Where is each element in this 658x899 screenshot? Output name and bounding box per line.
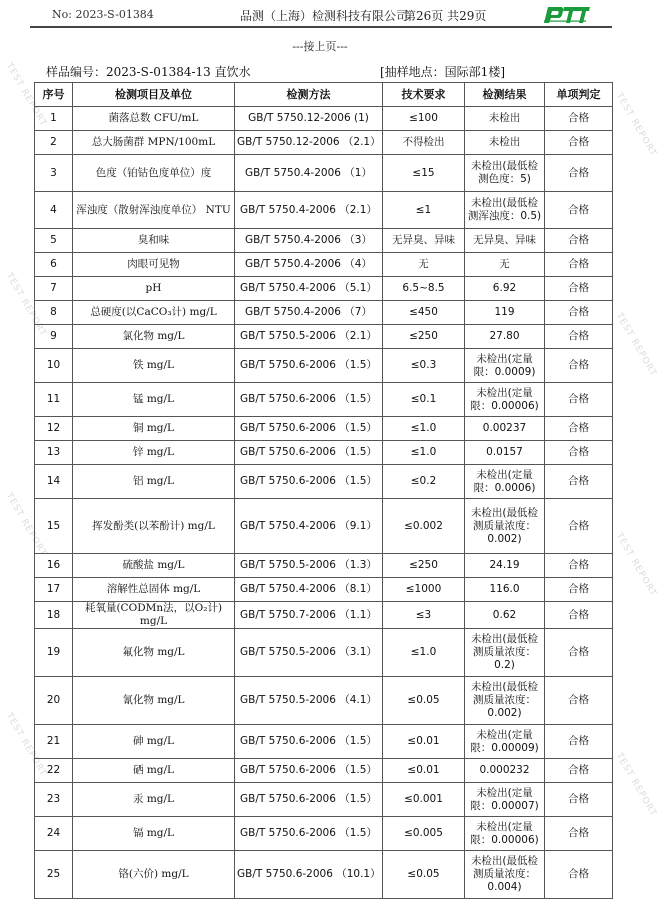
cell-requirement: ≤0.1 <box>383 383 465 417</box>
table-row <box>35 325 613 349</box>
cell-verdict: 合格 <box>545 465 613 499</box>
sampling-location: [抽样地点：国际部1楼] <box>380 65 505 79</box>
cell-verdict: 合格 <box>545 817 613 851</box>
table-row <box>35 759 613 783</box>
cell-result: 未检出(最低检测浑浊度：0.5) <box>465 192 545 229</box>
col-header-method: 检测方法 <box>235 83 383 107</box>
cell-no: 8 <box>35 301 73 325</box>
cell-requirement: ≤1.0 <box>383 629 465 677</box>
table-row <box>35 578 613 602</box>
cell-item: pH <box>73 277 235 301</box>
table-row <box>35 349 613 383</box>
cell-requirement: ≤0.05 <box>383 677 465 725</box>
cell-method: GB/T 5750.6-2006 （1.5） <box>235 783 383 817</box>
cell-no: 22 <box>35 759 73 783</box>
cell-method: GB/T 5750.6-2006 （1.5） <box>235 441 383 465</box>
cell-verdict: 合格 <box>545 602 613 629</box>
cell-verdict: 合格 <box>545 851 613 899</box>
cell-no: 4 <box>35 192 73 229</box>
cell-verdict: 合格 <box>545 301 613 325</box>
results-table <box>34 82 613 899</box>
cell-verdict: 合格 <box>545 441 613 465</box>
cell-result: 无 <box>465 253 545 277</box>
cell-item: 色度（铂钴色度单位）度 <box>73 155 235 192</box>
cell-item: 氯化物 mg/L <box>73 325 235 349</box>
table-row <box>35 301 613 325</box>
cell-no: 7 <box>35 277 73 301</box>
cell-item: 臭和味 <box>73 229 235 253</box>
cell-method: GB/T 5750.5-2006 （4.1） <box>235 677 383 725</box>
cell-method: GB/T 5750.4-2006 （8.1） <box>235 578 383 602</box>
cell-item: 肉眼可见物 <box>73 253 235 277</box>
cell-verdict: 合格 <box>545 759 613 783</box>
cell-requirement: 不得检出 <box>383 131 465 155</box>
cell-method: GB/T 5750.4-2006 （5.1） <box>235 277 383 301</box>
table-row <box>35 131 613 155</box>
cell-verdict: 合格 <box>545 383 613 417</box>
watermark-text: TEST REPORT <box>613 531 658 599</box>
cell-requirement: ≤100 <box>383 107 465 131</box>
cell-result: 未检出(定量限：0.00006) <box>465 383 545 417</box>
cell-method: GB/T 5750.6-2006 （1.5） <box>235 817 383 851</box>
table-row <box>35 602 613 629</box>
cell-verdict: 合格 <box>545 677 613 725</box>
cell-result: 未检出(最低检测质量浓度：0.002) <box>465 499 545 554</box>
col-header-no: 序号 <box>35 83 73 107</box>
cell-method: GB/T 5750.6-2006 （1.5） <box>235 349 383 383</box>
cell-no: 21 <box>35 725 73 759</box>
cell-item: 铁 mg/L <box>73 349 235 383</box>
cell-method: GB/T 5750.12-2006 (1) <box>235 107 383 131</box>
cell-no: 13 <box>35 441 73 465</box>
cell-no: 2 <box>35 131 73 155</box>
cell-no: 20 <box>35 677 73 725</box>
col-header-requirement: 技术要求 <box>383 83 465 107</box>
cell-item: 总大肠菌群 MPN/100mL <box>73 131 235 155</box>
cell-requirement: ≤0.01 <box>383 725 465 759</box>
cell-no: 14 <box>35 465 73 499</box>
cell-method: GB/T 5750.7-2006 （1.1） <box>235 602 383 629</box>
cell-requirement: ≤0.05 <box>383 851 465 899</box>
cell-no: 25 <box>35 851 73 899</box>
watermark-text: TEST REPORT <box>3 61 49 129</box>
cell-result: 未检出(最低检测质量浓度：0.2) <box>465 629 545 677</box>
cell-method: GB/T 5750.6-2006 （1.5） <box>235 465 383 499</box>
cell-result: 未检出(定量限：0.00009) <box>465 725 545 759</box>
cell-no: 24 <box>35 817 73 851</box>
cell-method: GB/T 5750.5-2006 （2.1） <box>235 325 383 349</box>
table-row <box>35 677 613 725</box>
cell-requirement: ≤15 <box>383 155 465 192</box>
cell-item: 砷 mg/L <box>73 725 235 759</box>
cell-requirement: ≤250 <box>383 325 465 349</box>
table-row <box>35 554 613 578</box>
cell-method: GB/T 5750.4-2006 （9.1） <box>235 499 383 554</box>
cell-result: 27.80 <box>465 325 545 349</box>
cell-result: 0.000232 <box>465 759 545 783</box>
table-row <box>35 155 613 192</box>
cell-item: 镉 mg/L <box>73 817 235 851</box>
col-header-result: 检测结果 <box>465 83 545 107</box>
cell-result: 24.19 <box>465 554 545 578</box>
table-row <box>35 441 613 465</box>
table-row <box>35 499 613 554</box>
cell-result: 0.0157 <box>465 441 545 465</box>
cell-method: GB/T 5750.4-2006 （3） <box>235 229 383 253</box>
watermark-text: TEST REPORT <box>3 711 49 779</box>
cell-method: GB/T 5750.12-2006 （2.1） <box>235 131 383 155</box>
cell-requirement: ≤0.3 <box>383 349 465 383</box>
cell-item: 铝 mg/L <box>73 465 235 499</box>
cell-no: 15 <box>35 499 73 554</box>
cell-verdict: 合格 <box>545 131 613 155</box>
cell-result: 0.62 <box>465 602 545 629</box>
cell-verdict: 合格 <box>545 499 613 554</box>
company-name: 品测（上海）检测科技有限公司 <box>240 9 409 23</box>
cell-result: 未检出 <box>465 107 545 131</box>
cell-requirement: ≤0.2 <box>383 465 465 499</box>
table-row <box>35 465 613 499</box>
cell-verdict: 合格 <box>545 155 613 192</box>
cell-requirement: ≤0.001 <box>383 783 465 817</box>
table-row <box>35 851 613 899</box>
cell-item: 锌 mg/L <box>73 441 235 465</box>
col-header-verdict: 单项判定 <box>545 83 613 107</box>
table-row <box>35 383 613 417</box>
cell-item: 氟化物 mg/L <box>73 629 235 677</box>
cell-result: 未检出 <box>465 131 545 155</box>
cell-result: 未检出(最低检测色度：5) <box>465 155 545 192</box>
cell-method: GB/T 5750.4-2006 （2.1） <box>235 192 383 229</box>
cell-requirement: ≤1.0 <box>383 417 465 441</box>
sample-number: 样品编号：2023-S-01384-13 直饮水 <box>46 65 251 79</box>
cell-requirement: ≤3 <box>383 602 465 629</box>
cell-no: 3 <box>35 155 73 192</box>
cell-no: 23 <box>35 783 73 817</box>
table-row <box>35 192 613 229</box>
cell-verdict: 合格 <box>545 277 613 301</box>
cell-item: 耗氧量(CODMn法，以O₂计) mg/L <box>73 602 235 629</box>
cell-requirement: 无异臭、异味 <box>383 229 465 253</box>
table-row <box>35 417 613 441</box>
table-row <box>35 277 613 301</box>
cell-method: GB/T 5750.6-2006 （1.5） <box>235 759 383 783</box>
cell-requirement: 6.5~8.5 <box>383 277 465 301</box>
cell-requirement: ≤250 <box>383 554 465 578</box>
watermark-text: TEST REPORT <box>613 311 658 379</box>
cell-no: 1 <box>35 107 73 131</box>
cell-method: GB/T 5750.6-2006 （10.1） <box>235 851 383 899</box>
cell-verdict: 合格 <box>545 325 613 349</box>
cell-requirement: ≤1.0 <box>383 441 465 465</box>
cell-requirement: 无 <box>383 253 465 277</box>
cell-no: 6 <box>35 253 73 277</box>
cell-method: GB/T 5750.5-2006 （3.1） <box>235 629 383 677</box>
cell-result: 未检出(定量限：0.00006) <box>465 817 545 851</box>
cell-item: 菌落总数 CFU/mL <box>73 107 235 131</box>
cell-method: GB/T 5750.6-2006 （1.5） <box>235 417 383 441</box>
cell-result: 6.92 <box>465 277 545 301</box>
cell-no: 18 <box>35 602 73 629</box>
cell-no: 16 <box>35 554 73 578</box>
ptt-logo <box>542 6 590 24</box>
cell-verdict: 合格 <box>545 192 613 229</box>
cell-no: 10 <box>35 349 73 383</box>
cell-verdict: 合格 <box>545 229 613 253</box>
cell-requirement: ≤0.005 <box>383 817 465 851</box>
table-row <box>35 817 613 851</box>
cell-result: 119 <box>465 301 545 325</box>
page-number: 第26页 共29页 <box>404 9 487 23</box>
watermark-text: TEST REPORT <box>613 91 658 159</box>
cell-result: 未检出(定量限：0.0006) <box>465 465 545 499</box>
cell-method: GB/T 5750.4-2006 （4） <box>235 253 383 277</box>
cell-no: 5 <box>35 229 73 253</box>
cell-item: 汞 mg/L <box>73 783 235 817</box>
cell-method: GB/T 5750.4-2006 （1） <box>235 155 383 192</box>
cell-requirement: ≤1000 <box>383 578 465 602</box>
cell-result: 未检出(最低检测质量浓度：0.004) <box>465 851 545 899</box>
table-row <box>35 229 613 253</box>
table-row <box>35 253 613 277</box>
document-number: No: 2023-S-01384 <box>52 8 154 21</box>
cell-result: 0.00237 <box>465 417 545 441</box>
cell-verdict: 合格 <box>545 417 613 441</box>
cell-requirement: ≤450 <box>383 301 465 325</box>
cell-verdict: 合格 <box>545 554 613 578</box>
cell-method: GB/T 5750.6-2006 （1.5） <box>235 725 383 759</box>
cell-item: 总硬度(以CaCO₃计) mg/L <box>73 301 235 325</box>
cell-item: 铜 mg/L <box>73 417 235 441</box>
cell-result: 116.0 <box>465 578 545 602</box>
watermark-text: TEST REPORT <box>3 491 49 559</box>
table-row <box>35 629 613 677</box>
cell-verdict: 合格 <box>545 783 613 817</box>
cell-verdict: 合格 <box>545 629 613 677</box>
cell-item: 铬(六价) mg/L <box>73 851 235 899</box>
watermark-text: TEST REPORT <box>3 271 49 339</box>
cell-result: 未检出(最低检测质量浓度：0.002) <box>465 677 545 725</box>
cell-no: 17 <box>35 578 73 602</box>
cell-item: 挥发酚类(以苯酚计) mg/L <box>73 499 235 554</box>
cell-item: 锰 mg/L <box>73 383 235 417</box>
header-divider <box>30 26 612 28</box>
cell-no: 9 <box>35 325 73 349</box>
cell-requirement: ≤0.002 <box>383 499 465 554</box>
table-header-row <box>35 83 613 107</box>
cell-result: 无异臭、异味 <box>465 229 545 253</box>
cell-item: 溶解性总固体 mg/L <box>73 578 235 602</box>
cell-requirement: ≤0.01 <box>383 759 465 783</box>
cell-no: 12 <box>35 417 73 441</box>
col-header-item: 检测项目及单位 <box>73 83 235 107</box>
cell-method: GB/T 5750.4-2006 （7） <box>235 301 383 325</box>
cell-requirement: ≤1 <box>383 192 465 229</box>
continued-note: ---接上页--- <box>292 40 348 53</box>
cell-verdict: 合格 <box>545 349 613 383</box>
cell-verdict: 合格 <box>545 107 613 131</box>
cell-verdict: 合格 <box>545 253 613 277</box>
cell-result: 未检出(定量限：0.0009) <box>465 349 545 383</box>
cell-item: 氰化物 mg/L <box>73 677 235 725</box>
cell-verdict: 合格 <box>545 725 613 759</box>
table-row <box>35 783 613 817</box>
table-row <box>35 107 613 131</box>
cell-no: 19 <box>35 629 73 677</box>
table-row <box>35 725 613 759</box>
cell-item: 硒 mg/L <box>73 759 235 783</box>
cell-no: 11 <box>35 383 73 417</box>
cell-item: 硫酸盐 mg/L <box>73 554 235 578</box>
cell-method: GB/T 5750.5-2006 （1.3） <box>235 554 383 578</box>
page-header <box>0 0 640 30</box>
watermark-text: TEST REPORT <box>613 751 658 819</box>
cell-result: 未检出(定量限：0.00007) <box>465 783 545 817</box>
cell-method: GB/T 5750.6-2006 （1.5） <box>235 383 383 417</box>
cell-verdict: 合格 <box>545 578 613 602</box>
cell-item: 浑浊度（散射浑浊度单位） NTU <box>73 192 235 229</box>
